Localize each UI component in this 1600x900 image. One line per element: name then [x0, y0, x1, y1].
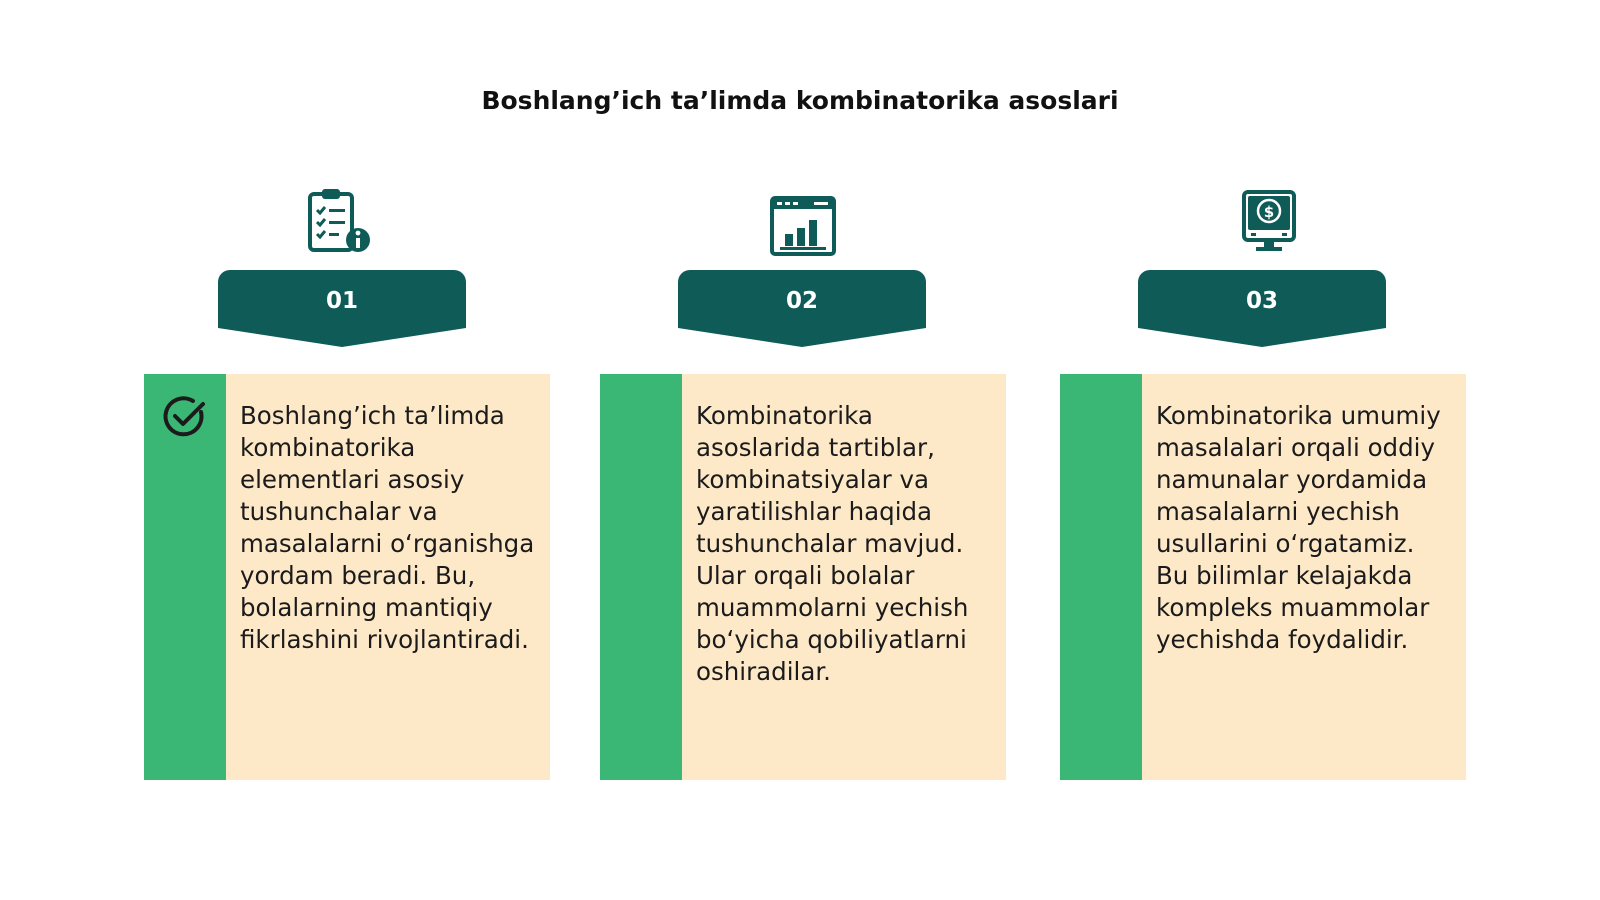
step-badge-02: [678, 270, 926, 347]
clipboard-checklist-info-icon: [304, 186, 374, 256]
check-circle-icon: [162, 394, 208, 440]
info-card-1: [144, 374, 550, 780]
page-title: Boshlang’ich ta’limda kombinatorika asoslari: [481, 86, 1119, 115]
card-accent-stripe: [600, 374, 682, 780]
svg-text:$: $: [1263, 203, 1275, 221]
card-text: Kombinatorika asoslarida tartiblar, kombinatsiyalar va yaratilishlar haqida tushunchalar mavjud. Ular orqali bolalar muammolarni yechish bo‘yicha qobiliyatlarni oshiradilar.: [696, 401, 969, 686]
step-badge-01: [218, 270, 466, 347]
browser-bar-chart-icon: [768, 192, 838, 262]
monitor-dollar-icon: [1234, 186, 1304, 256]
card-accent-stripe: [1060, 374, 1142, 780]
info-card-3: [1060, 374, 1466, 780]
info-card-2: [600, 374, 1006, 780]
card-text: Kombinatorika umumiy masalalari orqali oddiy namunalar yordamida masalalarni yechish usullarini o‘rgatamiz. Bu bilimlar kelajakda kompleks muammolar yechishda foydalidir.: [1156, 401, 1441, 654]
card-text: Boshlang’ich ta’limda kombinatorika elementlari asosiy tushunchalar va masalalarni o‘rganishga yordam beradi. Bu, bolalarning mantiqiy fikrlashini rivojlantiradi.: [240, 401, 535, 654]
step-number: 03: [1245, 288, 1278, 314]
step-number: 01: [325, 288, 358, 314]
step-badge-03: [1138, 270, 1386, 347]
step-number: 02: [785, 288, 818, 314]
